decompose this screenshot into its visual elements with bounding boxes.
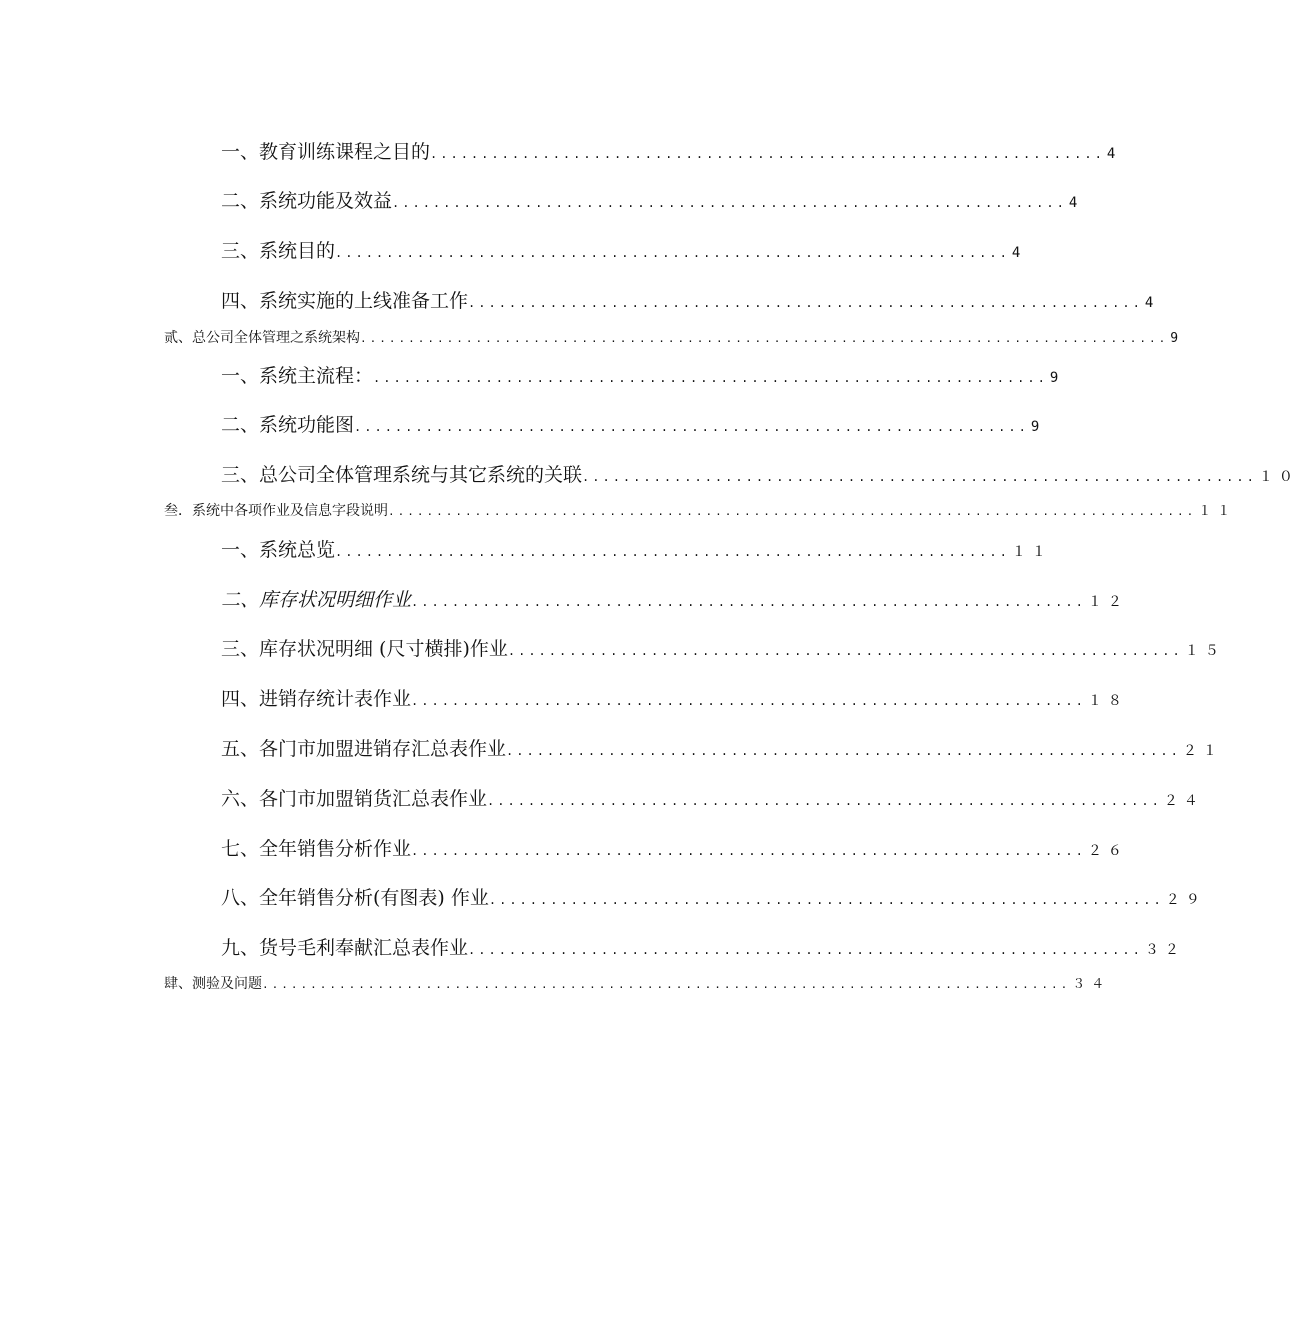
toc-entry-page: 4 <box>1011 245 1027 261</box>
toc-entry-title: 一、系统总览 <box>221 539 336 561</box>
toc-entry-title: 三、库存状况明细 (尺寸横排)作业 <box>221 638 508 660</box>
toc-entry-page: ３２ <box>1144 942 1185 958</box>
dot-leader: .................................................................. <box>335 545 1010 559</box>
toc-entry[interactable] <box>221 462 1299 488</box>
toc-entry-page: １２ <box>1087 594 1128 610</box>
toc-entry[interactable] <box>221 686 1128 712</box>
toc-entry-page: １１ <box>1011 544 1052 560</box>
toc-entry-title: 二、系统功能图 <box>221 414 355 436</box>
dot-leader: .................................................................. <box>335 246 1010 260</box>
toc-entry-title: 五、各门市加盟进销存汇总表作业 <box>221 738 507 760</box>
toc-entry[interactable] <box>164 974 1111 994</box>
toc-entry-title: 六、各门市加盟销货汇总表作业 <box>221 788 488 810</box>
toc-entry[interactable] <box>221 537 1052 563</box>
toc-entry-page: 9 <box>1170 331 1185 346</box>
dot-leader: .................................................................................... <box>360 332 1169 345</box>
toc-entry-page: 4 <box>1144 295 1160 311</box>
toc-entry-page: １８ <box>1087 693 1128 709</box>
toc-entry[interactable] <box>221 636 1225 662</box>
toc-entry-page: ２９ <box>1165 892 1206 908</box>
toc-entry-title: 八、全年销售分析(有图表) 作业 <box>221 887 489 909</box>
toc-entry[interactable] <box>221 786 1204 812</box>
toc-entry-page: 9 <box>1030 419 1046 435</box>
toc-entry-title: 四、系统实施的上线准备工作 <box>221 290 469 312</box>
toc-entry[interactable] <box>221 587 1128 613</box>
toc-entry-page: １５ <box>1184 643 1225 659</box>
toc-entry-page: 4 <box>1106 146 1122 162</box>
toc-entry-page: ２４ <box>1163 793 1204 809</box>
dot-leader: .................................................................................... <box>262 978 1071 991</box>
toc-entry-title: 四、进销存统计表作业 <box>221 688 412 710</box>
dot-leader: .................................................................. <box>582 470 1257 484</box>
toc-entry[interactable] <box>164 328 1185 348</box>
toc-entry-page: ２６ <box>1087 843 1128 859</box>
toc-entry-title: 二、系统功能及效益 <box>221 190 393 212</box>
toc-entry[interactable] <box>221 412 1046 438</box>
toc-entry-title: 一、教育训练课程之目的 <box>221 141 431 163</box>
toc-entry[interactable] <box>221 288 1160 314</box>
dot-leader: .................................................................. <box>487 794 1162 808</box>
toc-entry[interactable] <box>221 736 1223 762</box>
toc-entry[interactable] <box>221 836 1128 862</box>
toc-entry-title: 一、系统主流程： <box>221 365 374 387</box>
dot-leader: .................................................................. <box>373 371 1048 385</box>
dot-leader: .................................................................. <box>488 893 1164 907</box>
dot-leader: .................................................................. <box>411 694 1086 708</box>
toc-entry-page: ３４ <box>1072 977 1111 992</box>
toc-entry[interactable] <box>221 188 1084 214</box>
toc-entry-page: １１ <box>1198 504 1237 519</box>
toc-entry-page: 9 <box>1049 370 1065 386</box>
dot-leader: .................................................................. <box>392 196 1067 210</box>
dot-leader: .................................................................. <box>430 147 1105 161</box>
toc-entry-page: 4 <box>1068 195 1084 211</box>
toc-entry-title: 叁．系统中各项作业及信息字段说明 <box>164 503 388 519</box>
toc-entry-title: 九、货号毛利奉献汇总表作业 <box>221 937 469 959</box>
dot-leader: .................................................................. <box>354 420 1029 434</box>
toc-entry[interactable] <box>221 139 1122 165</box>
dot-leader: .................................................................................... <box>388 505 1197 518</box>
toc-entry-title: 三、总公司全体管理系统与其它系统的关联 <box>221 464 583 486</box>
toc-entry-title: 三、系统目的 <box>221 240 336 262</box>
toc-entry[interactable] <box>221 238 1027 264</box>
toc-entry[interactable] <box>221 935 1185 961</box>
dot-leader: .................................................................. <box>411 844 1086 858</box>
dot-leader: .................................................................. <box>468 943 1143 957</box>
toc-entry-page: ２１ <box>1182 743 1223 759</box>
toc-entry[interactable] <box>164 501 1237 521</box>
toc-entry-title: 二、库存状况明细作业 <box>221 589 412 611</box>
toc-entry-title: 贰、总公司全体管理之系统架构 <box>164 330 360 346</box>
toc-entry[interactable] <box>221 885 1206 911</box>
toc-entry-title: 七、全年销售分析作业 <box>221 838 412 860</box>
dot-leader: .................................................................. <box>411 595 1086 609</box>
dot-leader: .................................................................. <box>468 296 1143 310</box>
toc-entry-title: 肆、测验及问题 <box>164 976 262 992</box>
dot-leader: .................................................................. <box>507 644 1183 658</box>
dot-leader: .................................................................. <box>506 744 1181 758</box>
toc-entry-page: １０ <box>1258 469 1299 485</box>
toc-entry[interactable] <box>221 363 1065 389</box>
